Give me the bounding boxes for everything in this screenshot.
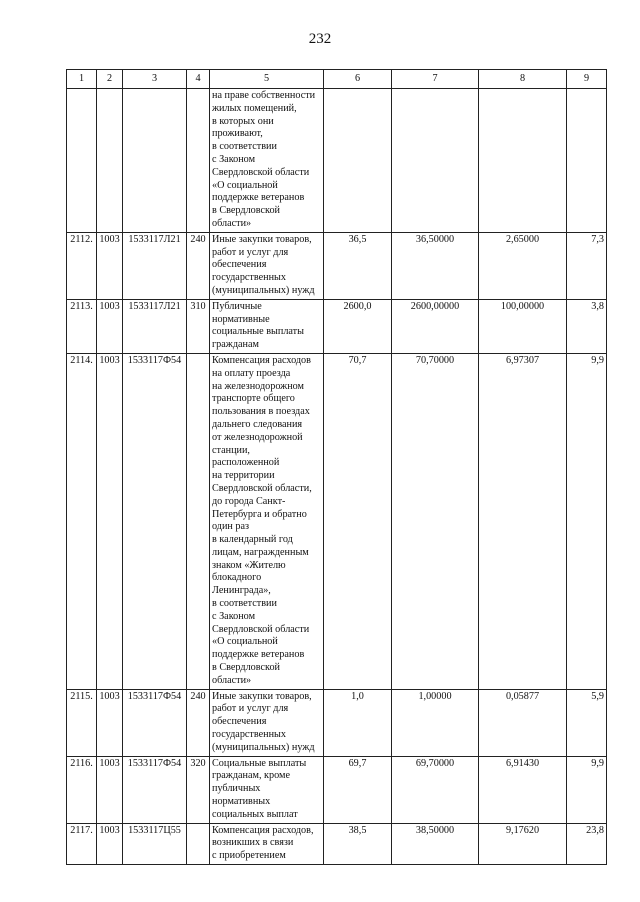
expense-kind bbox=[187, 353, 210, 689]
col-header: 9 bbox=[567, 70, 607, 89]
value-col6: 38,5 bbox=[324, 823, 392, 864]
value-col9: 9,9 bbox=[567, 353, 607, 689]
row-number: 2115. bbox=[67, 689, 97, 756]
value-col9: 7,3 bbox=[567, 232, 607, 299]
expense-kind: 240 bbox=[187, 689, 210, 756]
table-row bbox=[67, 353, 607, 689]
article-code: 1533117Ф54 bbox=[123, 689, 187, 756]
value-col8: 100,00000 bbox=[479, 299, 567, 353]
value-col6: 36,5 bbox=[324, 232, 392, 299]
col-header: 2 bbox=[97, 70, 123, 89]
expense-kind bbox=[187, 89, 210, 233]
expense-kind: 240 bbox=[187, 232, 210, 299]
expense-kind bbox=[187, 823, 210, 864]
section-code: 1003 bbox=[97, 299, 123, 353]
article-code: 1533117Ф54 bbox=[123, 353, 187, 689]
article-code bbox=[123, 89, 187, 233]
value-col6: 2600,0 bbox=[324, 299, 392, 353]
row-number bbox=[67, 89, 97, 233]
section-code: 1003 bbox=[97, 756, 123, 823]
item-name: на праве собственности жилых помещений, в которых они проживают, в соответствии с Законом Свердловской области «О социальной поддержке ветеранов в Свердловской области» bbox=[210, 89, 324, 233]
section-code bbox=[97, 89, 123, 233]
col-header: 3 bbox=[123, 70, 187, 89]
article-code: 1533117Ц55 bbox=[123, 823, 187, 864]
value-col6 bbox=[324, 89, 392, 233]
section-code: 1003 bbox=[97, 689, 123, 756]
table-row bbox=[67, 89, 607, 233]
value-col8: 6,97307 bbox=[479, 353, 567, 689]
value-col7: 1,00000 bbox=[392, 689, 479, 756]
value-col7: 69,70000 bbox=[392, 756, 479, 823]
value-col8: 2,65000 bbox=[479, 232, 567, 299]
value-col7: 2600,00000 bbox=[392, 299, 479, 353]
row-number: 2116. bbox=[67, 756, 97, 823]
value-col9: 23,8 bbox=[567, 823, 607, 864]
value-col6: 69,7 bbox=[324, 756, 392, 823]
col-header: 4 bbox=[187, 70, 210, 89]
item-name: Иные закупки товаров, работ и услуг для обеспечения государственных (муниципальных) нужд bbox=[210, 689, 324, 756]
table-row bbox=[67, 756, 607, 823]
col-header: 7 bbox=[392, 70, 479, 89]
header-row bbox=[67, 70, 607, 89]
value-col8: 6,91430 bbox=[479, 756, 567, 823]
value-col9: 5,9 bbox=[567, 689, 607, 756]
section-code: 1003 bbox=[97, 823, 123, 864]
article-code: 1533117Л21 bbox=[123, 232, 187, 299]
table-row bbox=[67, 232, 607, 299]
item-name: Публичные нормативные социальные выплаты гражданам bbox=[210, 299, 324, 353]
row-number: 2114. bbox=[67, 353, 97, 689]
col-header: 8 bbox=[479, 70, 567, 89]
budget-table bbox=[66, 69, 607, 865]
col-header: 5 bbox=[210, 70, 324, 89]
value-col9 bbox=[567, 89, 607, 233]
article-code: 1533117Ф54 bbox=[123, 756, 187, 823]
table-row bbox=[67, 299, 607, 353]
value-col7: 36,50000 bbox=[392, 232, 479, 299]
table-row bbox=[67, 689, 607, 756]
value-col7 bbox=[392, 89, 479, 233]
row-number: 2113. bbox=[67, 299, 97, 353]
value-col6: 1,0 bbox=[324, 689, 392, 756]
item-name: Иные закупки товаров, работ и услуг для обеспечения государственных (муниципальных) нужд bbox=[210, 232, 324, 299]
row-number: 2112. bbox=[67, 232, 97, 299]
value-col8: 9,17620 bbox=[479, 823, 567, 864]
value-col8: 0,05877 bbox=[479, 689, 567, 756]
item-name: Социальные выплаты гражданам, кроме публичных нормативных социальных выплат bbox=[210, 756, 324, 823]
col-header: 1 bbox=[67, 70, 97, 89]
value-col7: 38,50000 bbox=[392, 823, 479, 864]
value-col9: 9,9 bbox=[567, 756, 607, 823]
value-col9: 3,8 bbox=[567, 299, 607, 353]
value-col8 bbox=[479, 89, 567, 233]
expense-kind: 320 bbox=[187, 756, 210, 823]
value-col6: 70,7 bbox=[324, 353, 392, 689]
table-row bbox=[67, 823, 607, 864]
article-code: 1533117Л21 bbox=[123, 299, 187, 353]
section-code: 1003 bbox=[97, 232, 123, 299]
expense-kind: 310 bbox=[187, 299, 210, 353]
item-name: Компенсация расходов, возникших в связи с приобретением bbox=[210, 823, 324, 864]
col-header: 6 bbox=[324, 70, 392, 89]
section-code: 1003 bbox=[97, 353, 123, 689]
value-col7: 70,70000 bbox=[392, 353, 479, 689]
page-number: 232 bbox=[308, 31, 332, 47]
row-number: 2117. bbox=[67, 823, 97, 864]
item-name: Компенсация расходов на оплату проезда на железнодорожном транспорте общего пользования в поездах дальнего следования от железнодорожной станции, расположенной на территории Свердловской области, до города Санкт- Петербурга и обратно один раз в календарный год лицам, награжденным знаком «Жителю блокадного Ленинграда», в соответствии с Законом Свердловской области «О социальной поддержке ветеранов в Свердловской области» bbox=[210, 353, 324, 689]
